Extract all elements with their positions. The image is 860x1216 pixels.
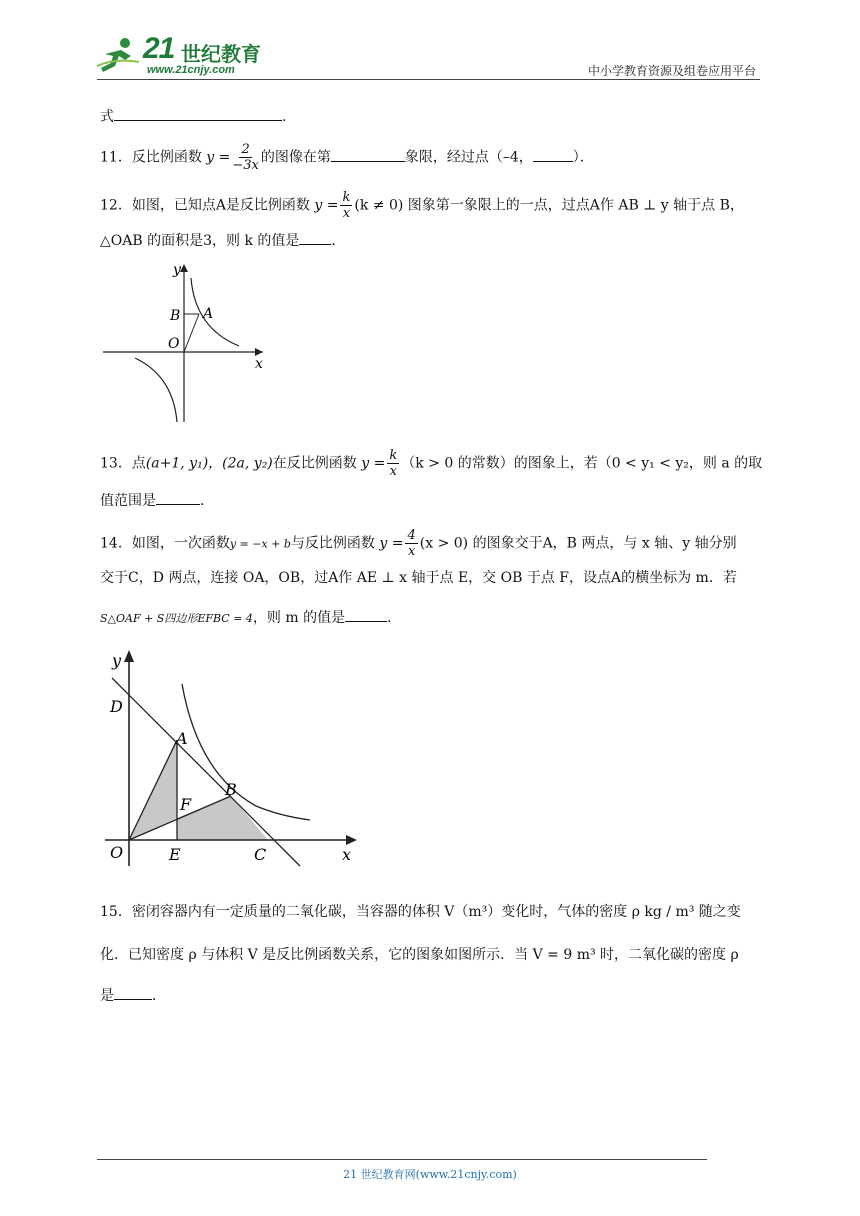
label-O: O (110, 843, 124, 862)
logo-text: 世纪教育 (181, 42, 261, 66)
label-E: E (169, 845, 181, 864)
x-axis-arrow (255, 348, 263, 356)
question-15: 15．密闭容器内有一定质量的二氧化碳，当容器的体积 V（m³）变化时，气体的密度 ρ kg / m³ 随之变 (100, 904, 741, 920)
label-B: B (170, 308, 181, 324)
label-A: A (203, 306, 214, 322)
y-axis-arrow (124, 650, 134, 662)
label-A: A (176, 729, 188, 748)
figure-2-line-hyperbola (100, 644, 370, 869)
x-axis-arrow (346, 835, 357, 845)
fraction: $\frac{k}{x}$ (389, 448, 398, 479)
answer-blank (114, 106, 282, 121)
logo-url: www.21cnjy.com (147, 64, 235, 76)
footer-divider (97, 1159, 707, 1160)
question-11: 11．反比例函数 y = $\frac{2}{-3x}$ 的图像在第 象限，经过点（–4， ）． (100, 142, 594, 173)
site-logo (95, 32, 265, 80)
label-O: O (168, 336, 180, 352)
footer-link[interactable]: 21 世纪教育网(www.21cnjy.com) (343, 1168, 517, 1181)
question-14-line2: 交于C，D 两点，连接 OA，OB，过A作 AE ⊥ x 轴于点 E，交 OB 于点 F，设点A的横坐标为 m．若 (100, 570, 737, 586)
figure-1-hyperbola (95, 258, 275, 428)
answer-blank (156, 490, 200, 505)
label-y: y (112, 651, 122, 670)
hyperbola-branch-q1 (191, 278, 239, 346)
fraction: $\frac{4}{x}$ (407, 528, 416, 559)
answer-blank (345, 607, 387, 622)
header-platform-text: 中小学教育资源及组卷应用平台 (587, 64, 756, 78)
label-F: F (180, 795, 192, 814)
label-y: y (173, 262, 181, 278)
hyperbola-branch-q3 (135, 358, 177, 422)
y-axis-arrow (180, 264, 188, 272)
label-x: x (255, 356, 263, 372)
label-x: x (342, 845, 352, 864)
question-13-line2: 值范围是 ． (100, 490, 214, 511)
answer-blank (533, 147, 573, 162)
segment-OA (184, 314, 199, 352)
continuation-line: 式 . (100, 106, 286, 127)
question-15-line2: 化．已知密度 ρ 与体积 V 是反比例函数关系，它的图象如图所示．当 V = 9 m³ 时，二氧化碳的密度 ρ (100, 947, 739, 963)
logo-number: 21 (143, 32, 175, 65)
question-12: 12．如图，已知点A是反比例函数 y = $\frac{k}{x}$ (k ≠ 0) 图象第一象限上的一点，过点A作 AB ⊥ y 轴于点 B， (100, 190, 744, 221)
answer-blank (299, 230, 331, 245)
label-C: C (254, 845, 267, 864)
answer-blank (114, 985, 152, 1000)
hyperbola-curve (182, 684, 310, 820)
question-15-line3: 是 ． (100, 985, 166, 1006)
fraction: $\frac{k}{x}$ (342, 190, 351, 221)
label-B: B (225, 780, 237, 799)
question-14: 14．如图，一次函数y = −x + b与反比例函数 y = $\frac{4}{x}$ (x > 0) 的图象交于A，B 两点，与 x 轴、y 轴分别 (100, 528, 737, 559)
question-12-line2: △OAB 的面积是3，则 k 的值是 ． (100, 230, 345, 251)
fraction: $\frac{2}{-3x}$ (232, 142, 259, 173)
question-13: 13．点(a+1, y₁)，(2a, y₂)在反比例函数 y = $\frac{k}{x}$ （k > 0 的常数）的图象上，若（0 < y₁ < y₂，则 a 的取 (100, 448, 763, 479)
header-divider (97, 79, 760, 80)
label-D: D (110, 697, 123, 716)
answer-blank (331, 147, 405, 162)
question-14-line3: S△OAF + S四边形EFBC = 4，则 m 的值是 ． (100, 607, 401, 629)
runner-logo-icon (95, 36, 143, 76)
